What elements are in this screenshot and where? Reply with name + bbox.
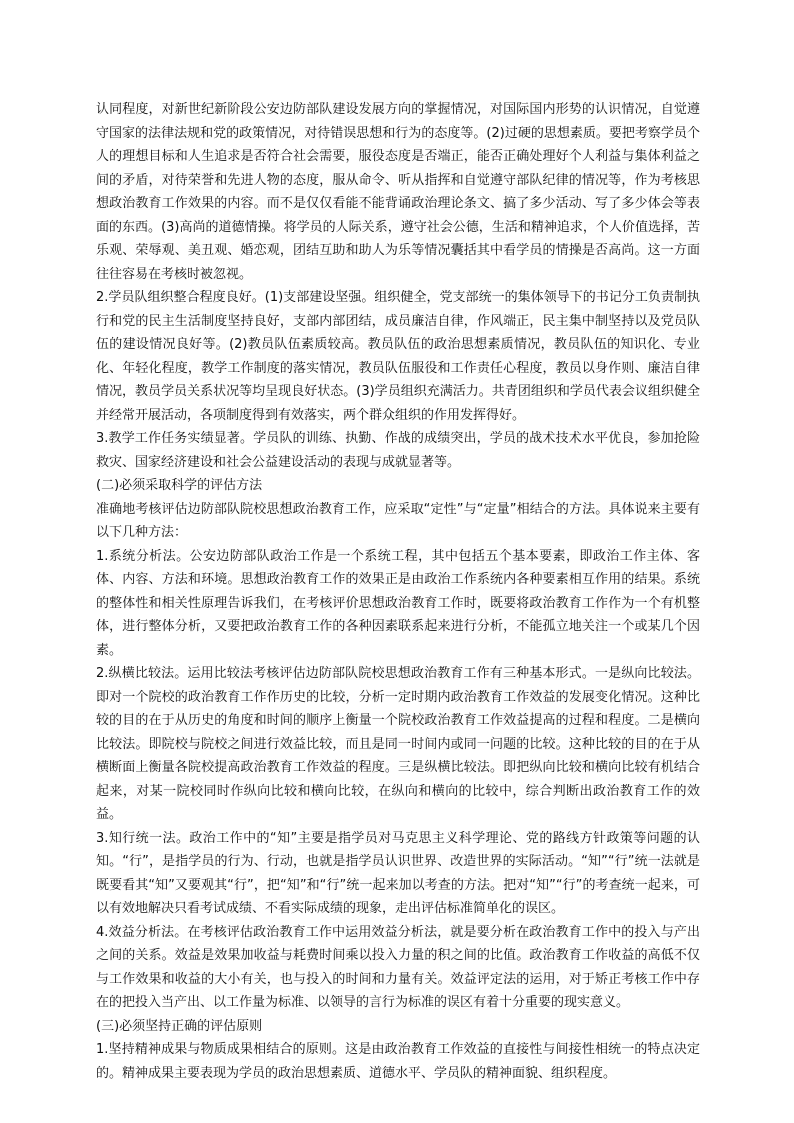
paragraph-item-2: 2.学员队组织整合程度良好。(1)支部建设坚强。组织健全，党支部统一的集体领导下的书记分工负责制执行和党的民主生活制度坚持良好，支部内部团结，成员廉洁自律，作风端正，民主集中制坚持以及党员队伍的建设情况良好等。(2)教员队伍素质较高。教员队伍的政治思想素质情况，教员队伍的知识化、专业化、年轻化程度，教学工作制度的落实情况，教员队伍服役和工作责任心程度，教员以身作则、廉洁自律情况，教员学员关系状况等均呈现良好状态。(3)学员组织充满活力。共青团组织和学员代表会议组织健全并经常开展活动，各项制度得到有效落实，两个群众组织的作用发挥得好。 [96,290,700,423]
paragraph-method-4: 4.效益分析法。在考核评估政治教育工作中运用效益分析法，就是要分析在政治教育工作中的投入与产出之间的关系。效益是效果加收益与耗费时间乘以投入力量的积之间的比值。政治教育工作收益的高低不仅与工作效果和收益的大小有关，也与投入的时间和力量有关。效益评定法的运用，对于矫正考核工作中存在的把投入当产出、以工作量为标准、以领导的言行为标准的误区有着十分重要的现实意义。 [96,924,700,1010]
paragraph-method-3: 3.知行统一法。政治工作中的“知”主要是指学员对马克思主义科学理论、党的路线方针政策等问题的认知。“行”，是指学员的行为、行动，也就是指学员认识世界、改造世界的实际活动。“知”“行”统一法就是既要看其“知”又要观其“行”，把“知”和“行”统一起来加以考查的方法。把对“知”“行”的考查统一起来，可以有效地解决只看考试成绩、不看实际成绩的现象，走出评估标准简单化的误区。 [96,830,700,916]
document-page [96,98,700,1085]
section-heading-2: (二)必须采取科学的评估方法 [96,478,263,493]
paragraph-intro-continued: 认同程度，对新世纪新阶段公安边防部队建设发展方向的掌握情况，对国际国内形势的认识情况，自觉遵守国家的法律法规和党的政策情况，对待错误思想和行为的态度等。(2)过硬的思想素质。要把考察学员个人的理想目标和人生追求是否符合社会需要，服役态度是否端正，能否正确处理好个人利益与集体利益之间的矛盾，对待荣誉和先进人物的态度，服从命令、听从指挥和自觉遵守部队纪律的情况等，作为考核思想政治教育工作效果的内容。而不是仅仅看能不能背诵政治理论条文、搞了多少活动、写了多少体会等表面的东西。(3)高尚的道德情操。将学员的人际关系，遵守社会公德，生活和精神追求，个人价值选择，苦乐观、荣辱观、美丑观、婚恋观，团结互助和助人为乐等情况囊括其中看学员的情操是否高尚。这一方面往往容易在考核时被忽视。 [96,102,700,282]
paragraph-item-3: 3.教学工作任务实绩显著。学员队的训练、执勤、作战的成绩突出，学员的战术技术水平优良，参加抢险救灾、国家经济建设和社会公益建设活动的表现与成就显著等。 [96,431,700,470]
paragraph-principle-1: 1.坚持精神成果与物质成果相结合的原则。这是由政治教育工作效益的直接性与间接性相统一的特点决定的。精神成果主要表现为学员的政治思想素质、道德水平、学员队的精神面貌、组织程度。 [96,1042,700,1081]
paragraph-methods-intro: 准确地考核评估边防部队院校思想政治教育工作，应采取“定性”与“定量”相结合的方法。具体说来主要有以下几种方法： [96,501,700,540]
paragraph-method-2: 2.纵横比较法。运用比较法考核评估边防部队院校思想政治教育工作有三种基本形式。一是纵向比较法。即对一个院校的政治教育工作作历史的比较，分析一定时期内政治教育工作效益的发展变化情况。这种比较的目的在于从历史的角度和时间的顺序上衡量一个院校政治教育工作效益提高的过程和程度。二是横向比较法。即院校与院校之间进行效益比较，而且是同一时间内或同一问题的比较。这种比较的目的在于从横断面上衡量各院校提高政治教育工作效益的程度。三是纵横比较法。即把纵向比较和横向比较有机结合起来，对某一院校同时作纵向比较和横向比较，在纵向和横向的比较中，综合判断出政治教育工作的效益。 [96,666,700,822]
section-heading-3: (三)必须坚持正确的评估原则 [96,1018,263,1034]
paragraph-method-1: 1.系统分析法。公安边防部队政治工作是一个系统工程，其中包括五个基本要素，即政治工作主体、客体、内容、方法和环境。思想政治教育工作的效果正是由政治工作系统内各种要素相互作用的结果。系统的整体性和相关性原理告诉我们，在考核评价思想政治教育工作时，既要将政治教育工作作为一个有机整体，进行整体分析，又要把政治教育工作的各种因素联系起来进行分析，不能孤立地关注一个或某几个因素。 [96,548,700,658]
